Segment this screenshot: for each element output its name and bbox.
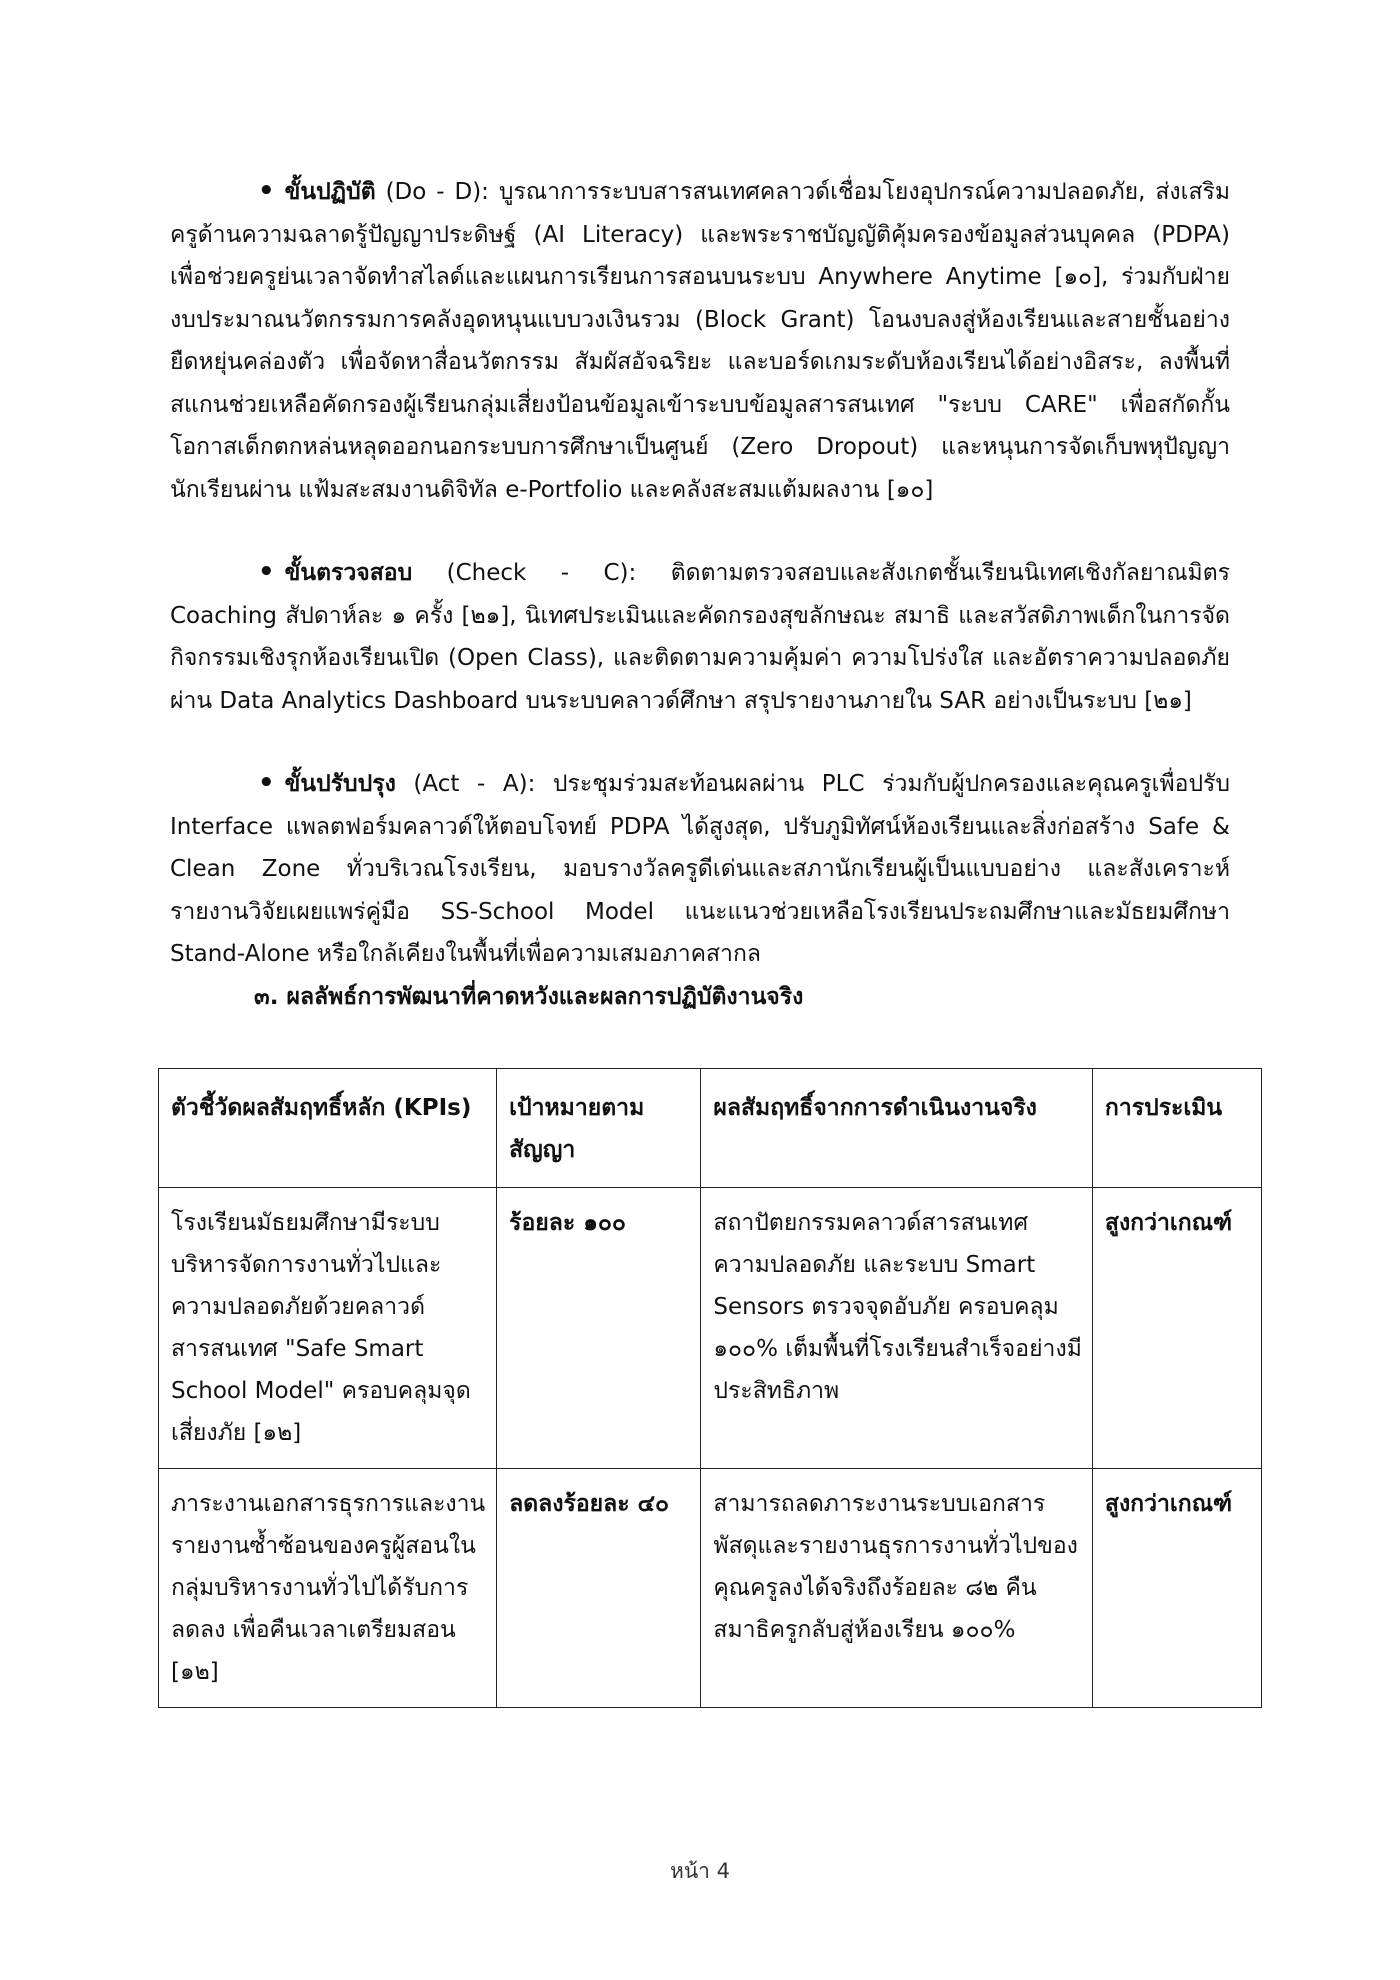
paragraph-code: (Act - A): — [395, 771, 536, 797]
paragraph-code: (Do - D): — [375, 179, 489, 205]
bullet-icon: • — [258, 557, 275, 587]
paragraph-heading: ขั้นปรับปรุง — [284, 771, 396, 797]
table-header-row — [159, 1069, 1262, 1188]
cell-evaluation: สูงกว่าเกณฑ์ — [1092, 1469, 1261, 1708]
paragraph-heading: ขั้นตรวจสอบ — [284, 560, 413, 586]
table-row — [159, 1188, 1262, 1469]
section-title: ๓. ผลลัพธ์การพัฒนาที่คาดหวังและผลการปฏิบัติงานจริง — [254, 983, 804, 1010]
paragraph-code: (Check - C): — [412, 560, 637, 586]
paragraph-act — [170, 762, 1230, 976]
cell-result: สามารถลดภาระงานระบบเอกสารพัสดุและรายงานธุรการงานทั่วไปของคุณครูลงได้จริงถึงร้อยละ ๘๒ คืนสมาธิครูกลับสู่ห้องเรียน ๑๐๐% — [701, 1469, 1092, 1708]
cell-target: ร้อยละ ๑๐๐ — [497, 1188, 701, 1469]
cell-evaluation: สูงกว่าเกณฑ์ — [1092, 1188, 1261, 1469]
page-number: หน้า 4 — [669, 1859, 731, 1883]
cell-kpi: โรงเรียนมัธยมศึกษามีระบบบริหารจัดการงานทั่วไปและความปลอดภัยด้วยคลาวด์สารสนเทศ "Safe Smart School Model" ครอบคลุมจุดเสี่ยงภัย [๑๒] — [159, 1188, 497, 1469]
paragraph-text: ติดตามตรวจสอบและสังเกตชั้นเรียนนิเทศเชิงกัลยาณมิตร Coaching สัปดาห์ละ ๑ ครั้ง [๒๑], นิเทศประเมินและคัดกรองสุขลักษณะ สมาธิ และสวัสดิภาพเด็กในการจัดกิจกรรมเชิงรุกห้องเรียนเปิด (Open Class), และติดตามความคุ้มค่า ความโปร่งใส และอัตราความปลอดภัยผ่าน Data Analytics Dashboard บนระบบคลาวด์ศึกษา สรุปรายงานภายใน SAR อย่างเป็นระบบ [๒๑] — [170, 560, 1230, 714]
cell-kpi: ภาระงานเอกสารธุรการและงานรายงานซ้ำซ้อนของครูผู้สอนในกลุ่มบริหารงานทั่วไปได้รับการลดลง เพื่อคืนเวลาเตรียมสอน [๑๒] — [159, 1469, 497, 1708]
cell-target: ลดลงร้อยละ ๔๐ — [497, 1469, 701, 1708]
bullet-icon: • — [258, 176, 275, 206]
header-result: ผลสัมฤทธิ์จากการดำเนินงานจริง — [701, 1069, 1092, 1188]
paragraph-do — [170, 170, 1230, 511]
table-row — [159, 1469, 1262, 1708]
header-kpi: ตัวชี้วัดผลสัมฤทธิ์หลัก (KPIs) — [159, 1069, 497, 1188]
kpi-table — [158, 1068, 1262, 1708]
paragraph-check — [170, 551, 1230, 722]
cell-result: สถาปัตยกรรมคลาวด์สารสนเทศความปลอดภัย และระบบ Smart Sensors ตรวจจุดอับภัย ครอบคลุม ๑๐๐% เต็มพื้นที่โรงเรียนสำเร็จอย่างมีประสิทธิภาพ — [701, 1188, 1092, 1469]
bullet-icon: • — [258, 768, 275, 798]
header-evaluation: การประเมิน — [1092, 1069, 1261, 1188]
header-target: เป้าหมายตามสัญญา — [497, 1069, 701, 1188]
paragraph-heading: ขั้นปฏิบัติ — [284, 179, 376, 205]
paragraph-text: ประชุมร่วมสะท้อนผลผ่าน PLC ร่วมกับผู้ปกครองและคุณครูเพื่อปรับ Interface แพลตฟอร์มคลาวด์ให้ตอบโจทย์ PDPA ได้สูงสุด, ปรับภูมิทัศน์ห้องเรียนและสิ่งก่อสร้าง Safe & Clean Zone ทั่วบริเวณโรงเรียน, มอบรางวัลครูดีเด่นและสภานักเรียนผู้เป็นแบบอย่าง และสังเคราะห์รายงานวิจัยเผยแพร่คู่มือ SS-School Model แนะแนวช่วยเหลือโรงเรียนประถมศึกษาและมัธยมศึกษา Stand-Alone หรือใกล้เคียงในพื้นที่เพื่อความเสมอภาคสากล — [170, 771, 1231, 967]
paragraph-text: บูรณาการระบบสารสนเทศคลาวด์เชื่อมโยงอุปกรณ์ความปลอดภัย, ส่งเสริมครูด้านความฉลาดรู้ปัญญาประดิษฐ์ (AI Literacy) และพระราชบัญญัติคุ้มครองข้อมูลส่วนบุคคล (PDPA) เพื่อช่วยครูย่นเวลาจัดทำสไลด์และแผนการเรียนการสอนบนระบบ Anywhere Anytime [๑๐], ร่วมกับฝ่ายงบประมาณนวัตกรรมการคลังอุดหนุนแบบวงเงินรวม (Block Grant) โอนงบลงสู่ห้องเรียนและสายชั้นอย่างยืดหยุ่นคล่องตัว เพื่อจัดหาสื่อนวัตกรรม สัมผัสอัจฉริยะ และบอร์ดเกมระดับห้องเรียนได้อย่างอิสระ, ลงพื้นที่สแกนช่วยเหลือคัดกรองผู้เรียนกลุ่มเสี่ยงป้อนข้อมูลเข้าระบบข้อมูลสารสนเทศ "ระบบ CARE" เพื่อสกัดกั้นโอกาสเด็กตกหล่นหลุดออกนอกระบบการศึกษาเป็นศูนย์ (Zero Dropout) และหนุนการจัดเก็บพหุปัญญานักเรียนผ่าน แฟ้มสะสมงานดิจิทัล e-Portfolio และคลังสะสมแต้มผลงาน [๑๐] — [170, 179, 1231, 503]
document-body — [170, 170, 1230, 1012]
